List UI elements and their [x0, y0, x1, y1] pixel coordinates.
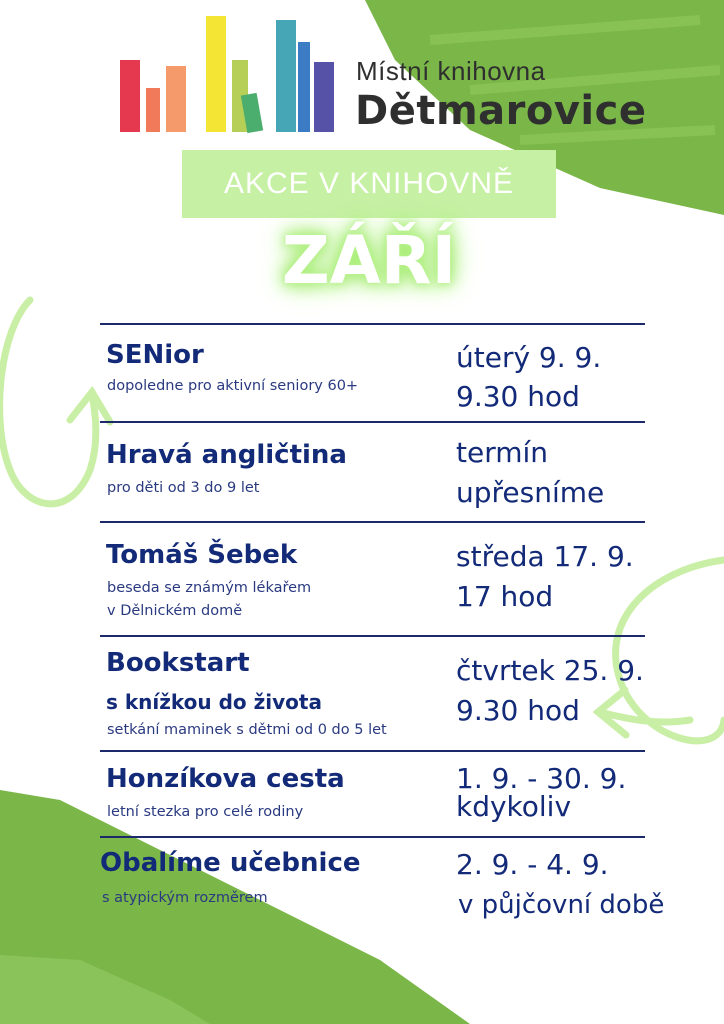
- event-description: s atypickým rozměrem: [102, 890, 268, 906]
- right-arrow-doodle: [598, 560, 724, 741]
- event-description: letní stezka pro celé rodiny: [107, 804, 304, 820]
- event-description: beseda se známým lékařem: [107, 580, 312, 596]
- event-description: setkání maminek s dětmi od 0 do 5 let: [107, 722, 387, 738]
- library-name: Místní knihovna: [356, 56, 546, 86]
- event-time: kdykoliv: [456, 790, 572, 823]
- event-description: dopoledne pro aktivní seniory 60+: [107, 378, 359, 394]
- logo-bar: [314, 62, 334, 132]
- library-logo-icon: [118, 14, 338, 136]
- divider: [100, 521, 645, 523]
- event-title: Hravá angličtina: [106, 440, 347, 470]
- event-title: SENior: [106, 340, 204, 370]
- event-time: 9.30 hod: [456, 694, 580, 727]
- event-time: v půjčovní době: [458, 890, 665, 920]
- event-title: Bookstart: [106, 648, 250, 678]
- event-date: 1. 9. - 30. 9.: [456, 762, 627, 795]
- event-time: 9.30 hod: [456, 380, 580, 413]
- event-description: v Dělnickém domě: [107, 603, 243, 619]
- events-banner: AKCE V KNIHOVNĚ: [182, 150, 556, 218]
- logo-bar: [206, 16, 226, 132]
- divider: [100, 323, 645, 325]
- event-date: úterý 9. 9.: [456, 341, 602, 374]
- event-time: 17 hod: [456, 580, 554, 613]
- left-arrow-doodle: [0, 300, 110, 504]
- event-date: středa 17. 9.: [456, 540, 634, 573]
- divider: [100, 836, 645, 838]
- event-title: Honzíkova cesta: [106, 764, 345, 794]
- event-time: upřesníme: [456, 476, 605, 509]
- event-description: pro děti od 3 do 9 let: [107, 480, 260, 496]
- event-date: termín: [456, 436, 549, 469]
- divider: [100, 421, 645, 423]
- logo-bar: [166, 66, 186, 132]
- event-date: čtvrtek 25. 9.: [456, 654, 644, 687]
- event-subtitle: s knížkou do života: [106, 690, 322, 714]
- event-date: 2. 9. - 4. 9.: [456, 848, 609, 881]
- event-title: Tomáš Šebek: [106, 540, 298, 570]
- event-title: Obalíme učebnice: [100, 848, 361, 878]
- logo-bar: [298, 42, 310, 132]
- library-town: Dětmarovice: [355, 88, 647, 134]
- logo-bar: [120, 60, 140, 132]
- logo-bar: [146, 88, 160, 132]
- divider: [100, 635, 645, 637]
- logo-bar: [276, 20, 296, 132]
- month-title: ZÁŘÍ: [281, 222, 457, 299]
- divider: [100, 750, 645, 752]
